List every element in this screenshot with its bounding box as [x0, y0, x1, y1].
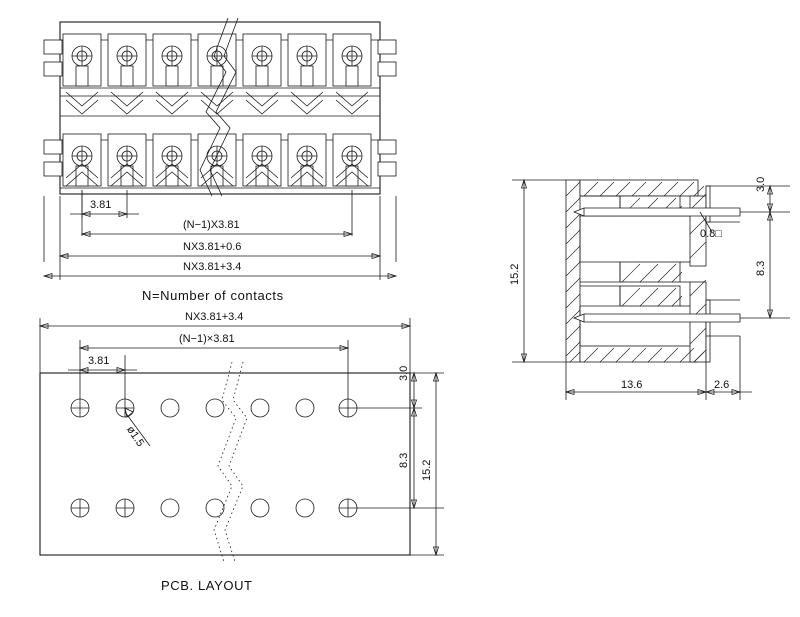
dim-span-n-minus-1 [82, 232, 352, 237]
dim-pitch-3-81 [70, 212, 139, 217]
dim-text-side-body-depth: 13.6 [621, 379, 643, 391]
side-section-geometry [512, 180, 790, 400]
dim-text-top-pitch: 3.81 [90, 199, 112, 211]
dim-pcb-row1-offset [412, 373, 417, 408]
dim-nx381-plus-06 [60, 254, 380, 259]
dim-nx381-plus-34 [44, 274, 396, 279]
dim-text-side-flange-depth: 2.6 [714, 379, 730, 391]
dim-side-pin-spacing [768, 212, 773, 318]
top-view-contact-row-lower [63, 134, 371, 186]
dim-text-top-overall-06: NX3.81+0.6 [183, 241, 242, 253]
dim-text-pcb-board-height: 15.2 [421, 459, 433, 481]
top-view-caption: N=Number of contacts [142, 288, 284, 303]
pcb-layout-caption: PCB. LAYOUT [161, 578, 253, 593]
dim-text-side-overall-height: 15.2 [509, 263, 521, 285]
dim-text-pcb-row1-offset: 3.0 [398, 365, 410, 381]
dim-text-side-pin-top-offset: 3.0 [755, 176, 767, 192]
dim-text-pcb-row-spacing: 8.3 [398, 452, 410, 468]
dim-pcb-hole-span [80, 346, 348, 351]
dim-side-pin-top-offset [768, 186, 773, 212]
dim-pcb-pitch [68, 368, 137, 373]
dim-pcb-total-width [40, 324, 410, 329]
dim-text-side-pin-spacing: 8.3 [755, 260, 767, 276]
dim-text-pcb-hole-diameter: ø1.5 [124, 424, 147, 449]
dim-text-pcb-pitch: 3.81 [88, 355, 110, 367]
dim-text-pcb-hole-span: (N−1)×3.81 [179, 333, 235, 345]
side-body-hatching [566, 180, 706, 362]
dim-text-top-span: (N−1)X3.81 [183, 219, 240, 231]
dim-pcb-row-spacing [412, 408, 417, 508]
dim-pcb-board-height [434, 373, 439, 555]
dim-side-overall-height [522, 180, 527, 362]
dim-text-top-overall-34: NX3.81+3.4 [183, 261, 242, 273]
dim-text-pcb-total-width: NX3.81+3.4 [185, 311, 244, 323]
dim-text-side-pin-size: 0.8□ [700, 228, 722, 240]
